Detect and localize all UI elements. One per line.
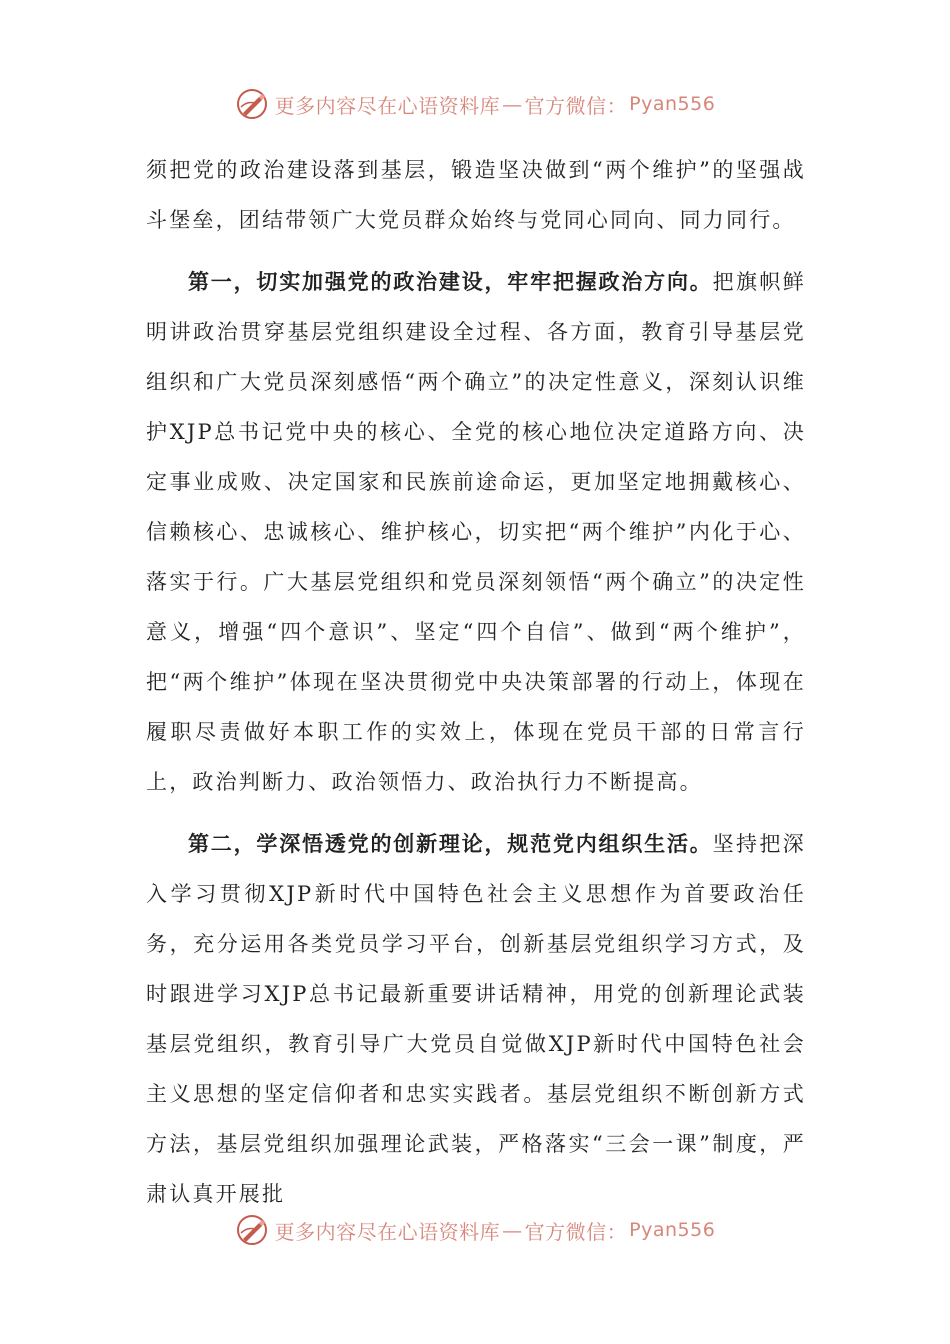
header-watermark — [0, 84, 950, 124]
footer-watermark — [0, 1210, 950, 1250]
paragraph-text: 须把党的政治建设落到基层，锻造坚决做到“两个维护”的坚强战斗堡垒，团结带领广大党员群众始终与党同心同向、同力同行。 — [146, 158, 806, 232]
header-brand-text: 更多内容尽在心语资料库 — [274, 93, 501, 118]
footer-dash: — — [502, 1218, 523, 1242]
footer-wechat-label: 官方微信： — [524, 1219, 628, 1244]
pen-logo-icon — [235, 1213, 269, 1247]
paragraph-text: 把旗帜鲜明讲政治贯穿基层党组织建设全过程、各方面，教育引导基层党组织和广大党员深刻感悟“两个确立”的决定性意义，深刻认识维护XJP总书记党中央的核心、全党的核心地位决定道路方向、决定事业成败、决定国家和民族前途命运，更加坚定地拥戴核心、信赖核心、忠诚核心、维护核心，切实把“两个维护”内化于心、落实于行。广大基层党组织和党员深刻领悟“两个确立”的决定性意义，增强“四个意识”、坚定“四个自信”、做到“两个维护”，把“两个维护”体现在坚决贯彻党中央决策部署的行动上，体现在履职尽责做好本职工作的实效上，体现在党员干部的日常言行上，政治判断力、政治领悟力、政治执行力不断提高。 — [146, 270, 806, 794]
footer-brand-text: 更多内容尽在心语资料库 — [274, 1219, 501, 1244]
footer-wechat-account: Pyan556 — [629, 1219, 716, 1241]
paragraph-continuation — [146, 145, 806, 245]
header-wechat-label: 官方微信： — [524, 93, 628, 118]
document-body — [146, 145, 806, 1219]
paragraph-heading: 第二，学深悟透党的创新理论，规范党内组织生活。 — [188, 832, 713, 856]
paragraph-first-point — [146, 257, 806, 807]
header-wechat-account: Pyan556 — [629, 93, 716, 115]
paragraph-heading: 第一，切实加强党的政治建设，牢牢把握政治方向。 — [188, 270, 713, 294]
paragraph-text: 坚持把深入学习贯彻XJP新时代中国特色社会主义思想作为首要政治任务，充分运用各类党员学习平台，创新基层党组织学习方式，及时跟进学习XJP总书记最新重要讲话精神，用党的创新理论武装基层党组织，教育引导广大党员自觉做XJP新时代中国特色社会主义思想的坚定信仰者和忠实实践者。基层党组织不断创新方式方法，基层党组织加强理论武装，严格落实“三会一课”制度，严肃认真开展批 — [146, 832, 806, 1206]
header-dash: — — [502, 92, 523, 116]
pen-logo-icon — [235, 87, 269, 121]
paragraph-second-point — [146, 819, 806, 1219]
